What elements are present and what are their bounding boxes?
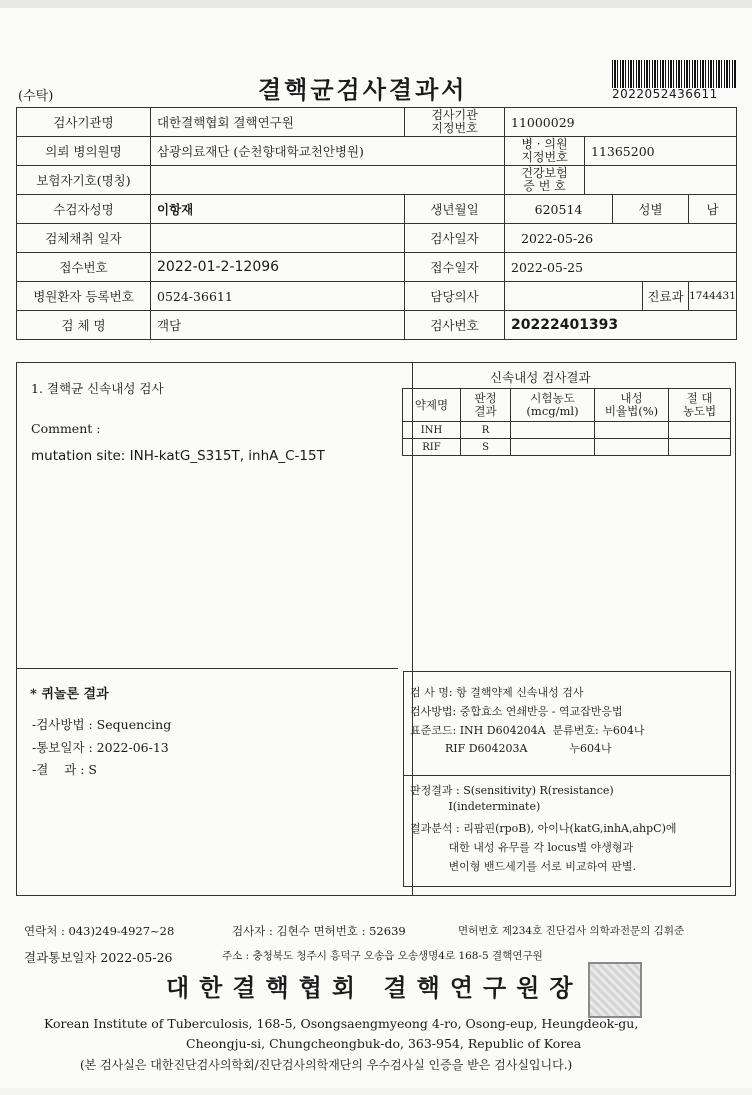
insured-value: [151, 166, 505, 195]
patient-label: 수검자성명: [17, 195, 151, 224]
referring-value: 삼광의료재단 (순천향대학교천안병원): [151, 137, 505, 166]
report-date: 결과통보일자 2022-05-26: [24, 950, 173, 965]
quinolone-report-date: -통보일자 : 2022-06-13: [32, 740, 169, 755]
receipt-date-label: 접수일자: [405, 253, 505, 282]
method-line: 검사방법: 중합효소 연쇄반응 - 역교잡반응법: [410, 705, 623, 718]
contact-info: 연락처 : 043)249-4927~28: [24, 924, 175, 938]
rapid-test-heading: 1. 결핵균 신속내성 검사: [31, 381, 164, 396]
abs-cell: [669, 439, 731, 456]
receipt-date-value: 2022-05-25: [505, 253, 737, 282]
test-date-label: 검사일자: [405, 224, 505, 253]
method-line: 판정결과 : S(sensitivity) R(resistance): [410, 784, 614, 797]
institute-name: 대한결핵협회 결핵연구원장: [166, 974, 583, 1002]
quinolone-section: [16, 668, 398, 895]
method-line: 표준코드: INH D604204A 분류번호: 누604나: [410, 724, 645, 737]
lab-name-label: 검사기관명: [17, 108, 151, 137]
dept-code: 1744431: [689, 282, 737, 311]
susceptibility-table: [402, 388, 731, 456]
document-title: 결핵균검사결과서: [258, 76, 468, 104]
tester-info: 검사자 : 김현수 면허번호 : 52639: [232, 924, 406, 938]
doctor-label: 담당의사: [405, 282, 505, 311]
clinic-code-label: 병 · 의원 지정번호: [505, 137, 585, 166]
receipt-no-value: 2022-01-2-12096: [151, 253, 405, 282]
drug-header: 약제명: [403, 389, 461, 422]
method-divider: [404, 775, 730, 776]
ratio-cell: [595, 439, 669, 456]
license-info: 면허번호 제234호 진단검사 의학과전문의 김휘준: [458, 925, 685, 937]
drug-cell: RIF: [403, 439, 461, 456]
conc-header: 시험농도 (mcg/ml): [511, 389, 595, 422]
susceptibility-title: 신속내성 검사결과: [490, 370, 591, 385]
clinic-code-value: 11365200: [585, 137, 737, 166]
judge-header: 판정 결과: [461, 389, 511, 422]
health-cert-value: [585, 166, 737, 195]
english-address-line-1: Korean Institute of Tuberculosis, 168-5, Osongsaengmyeong 4-ro, Osong-eup, Heungdeok-gu,: [44, 1016, 639, 1031]
comment-label: Comment :: [31, 421, 101, 436]
drug-cell: INH: [403, 422, 461, 439]
patient-name: 이항재: [151, 195, 405, 224]
abs-cell: [669, 422, 731, 439]
quinolone-method: -검사방법 : Sequencing: [32, 717, 172, 732]
barcode-image: [612, 60, 736, 88]
top-strip: [0, 0, 752, 8]
collect-date-value: [151, 224, 405, 253]
birth-label: 생년월일: [405, 195, 505, 224]
collect-date-label: 검체채취 일자: [17, 224, 151, 253]
specimen-value: 객담: [151, 311, 405, 340]
consignment-tag: (수탁): [18, 89, 54, 104]
sex-label: 성별: [613, 195, 689, 224]
table-row: [403, 439, 731, 456]
barcode-number: 2022052436611: [612, 87, 718, 101]
method-line: 변이형 밴드세기를 서로 비교하여 판별.: [410, 860, 636, 873]
mutation-site: mutation site: INH-katG_S315T, inhA_C-15T: [31, 448, 325, 464]
test-no-value: 20222401393: [505, 311, 737, 340]
quinolone-title: * 퀴놀론 결과: [30, 687, 109, 702]
hospital-reg-value: 0524-36611: [151, 282, 405, 311]
insured-label: 보험자기호(명칭): [17, 166, 151, 195]
english-address-line-2: Cheongju-si, Chungcheongbuk-do, 363-954, Republic of Korea: [186, 1036, 582, 1051]
official-seal-icon: [588, 962, 642, 1018]
test-no-label: 검사번호: [405, 311, 505, 340]
method-line: 검 사 명: 항 결핵약제 신속내성 검사: [410, 686, 584, 699]
receipt-no-label: 접수번호: [17, 253, 151, 282]
ratio-cell: [595, 422, 669, 439]
result-cell: S: [461, 439, 511, 456]
abs-header: 절 대 농도법: [669, 389, 731, 422]
quinolone-result: -결 과 : S: [32, 762, 97, 777]
sex-value: 남: [689, 195, 737, 224]
hospital-reg-label: 병원환자 등록번호: [17, 282, 151, 311]
info-table: [16, 107, 737, 340]
method-line: 대한 내성 유무를 각 locus별 야생형과: [410, 841, 634, 854]
birth-value: 620514: [505, 195, 613, 224]
certification-note: (본 검사실은 대한진단검사의학회/진단검사의학재단의 우수검사실 인증을 받은 검사실입니다.): [80, 1058, 573, 1072]
conc-cell: [511, 422, 595, 439]
table-row: [403, 422, 731, 439]
lab-code-value: 11000029: [505, 108, 737, 137]
test-date-value: 2022-05-26: [505, 224, 737, 253]
method-line: I(indeterminate): [410, 800, 541, 813]
ratio-header: 내성 비율법(%): [595, 389, 669, 422]
result-cell: R: [461, 422, 511, 439]
dept-label: 진료과: [643, 282, 689, 311]
address: 주소 : 충청북도 청주시 흥덕구 오송읍 오송생명4로 168-5 결핵연구원: [222, 950, 543, 962]
method-line: 결과분석 : 리팜핀(rpoB), 아이나(katG,inhA,ahpC)에: [410, 822, 677, 835]
specimen-label: 검 체 명: [17, 311, 151, 340]
health-cert-label: 건강보험 증 번 호: [505, 166, 585, 195]
doctor-value: [505, 282, 643, 311]
method-box: [403, 671, 731, 887]
method-line: RIF D604203A 누604나: [410, 742, 612, 755]
lab-name-value: 대한결핵협회 결핵연구원: [151, 108, 405, 137]
referring-label: 의뢰 병의원명: [17, 137, 151, 166]
conc-cell: [511, 439, 595, 456]
lab-code-label: 검사기관 지정번호: [405, 108, 505, 137]
